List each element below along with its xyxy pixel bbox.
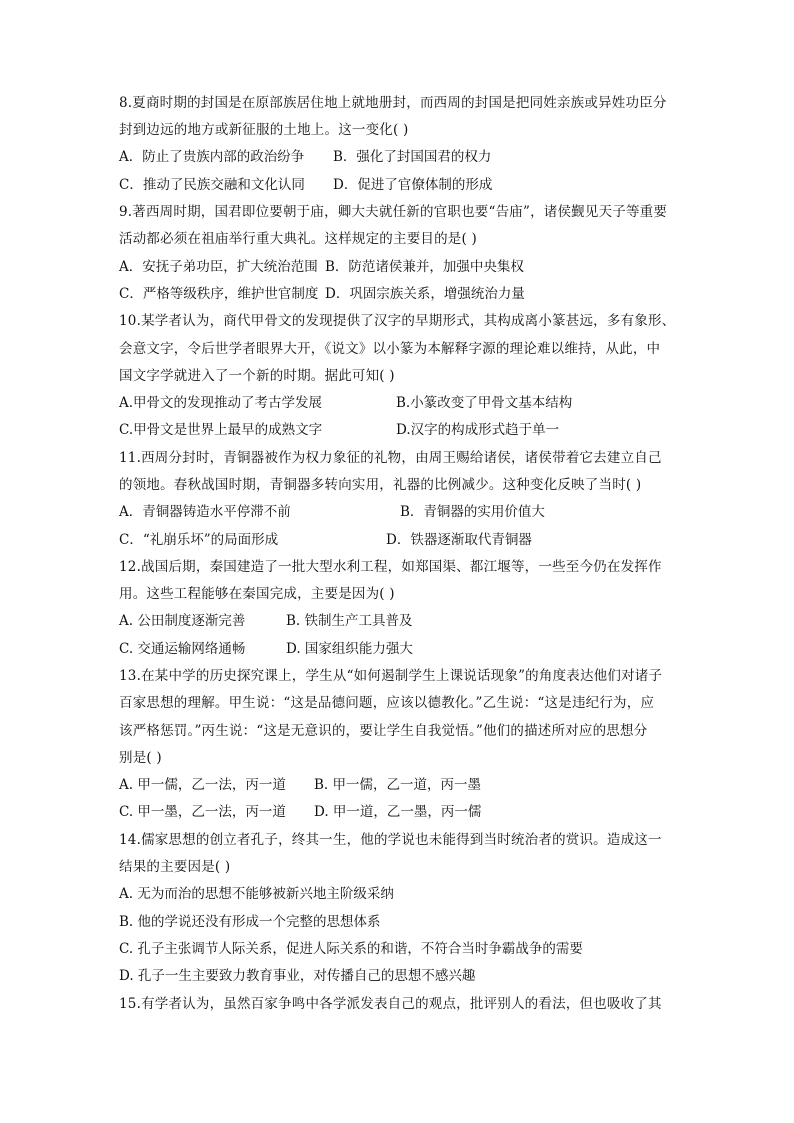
q13-stem-line-4: 别是( ) xyxy=(119,750,162,766)
q8-stem-line-1: 8.夏商时期的封国是在原部族居住地上就地册封，而西周的封国是把同姓亲族或异姓功臣分 xyxy=(119,95,667,111)
q8-option-d: D．促进了官僚体制的形成 xyxy=(333,177,493,193)
q12-option-c: C. 交通运输网络通畅 xyxy=(119,641,246,657)
q9-option-a: A．安抚子弟功臣，扩大统治范围 xyxy=(119,259,318,275)
q8-option-a: A．防止了贵族内部的政治纷争 xyxy=(119,149,305,165)
q14-option-a: A. 无为而治的思想不能够被新兴地主阶级采纳 xyxy=(119,886,394,902)
q13-stem-line-2: 百家思想的理解。甲生说：“这是品德问题，应该以德教化。”乙生说：“这是违纪行为，应 xyxy=(119,695,655,711)
q12-stem-line-1: 12.战国后期，秦国建造了一批大型水利工程，如郑国渠、都江堰等，一些至今仍在发挥作 xyxy=(119,559,662,575)
q11-option-c: C．“礼崩乐坏”的局面形成 xyxy=(119,532,279,548)
q11-option-d: D．铁器逐渐取代青铜器 xyxy=(386,532,532,548)
q9-option-c: C．严格等级秩序，维护世官制度 xyxy=(119,286,319,302)
q14-option-b: B. 他的学说还没有形成一个完整的思想体系 xyxy=(119,914,381,930)
q13-stem-line-1: 13.在某中学的历史探究课上，学生从“如何遏制学生上课说话现象”的角度表达他们对诸子 xyxy=(119,668,663,684)
q12-stem-line-2: 用。这些工程能够在秦国完成，主要是因为( ) xyxy=(119,586,395,602)
q9-option-d: D．巩固宗族关系，增强统治力量 xyxy=(325,286,525,302)
q11-stem-line-2: 的领地。春秋战国时期，青铜器多转向实用，礼器的比例减少。这种变化反映了当时( ) xyxy=(119,477,642,493)
q11-stem-line-1: 11.西周分封时，青铜器被作为权力象征的礼物，由周王赐给诸侯，诸侯带着它去建立自己 xyxy=(119,450,662,466)
q10-option-b: B.小篆改变了甲骨文基本结构 xyxy=(396,395,573,411)
q11-option-b: B．青铜器的实用价值大 xyxy=(400,504,545,520)
q12-option-b: B. 铁制生产工具普及 xyxy=(286,613,413,629)
q8-option-b: B．强化了封国国君的权力 xyxy=(333,149,492,165)
q10-option-d: D.汉字的构成形式趋于单一 xyxy=(396,422,560,438)
q10-stem-line-1: 10.某学者认为，商代甲骨文的发现提供了汉字的早期形式，其构成离小篆甚远，多有象形、 xyxy=(119,313,676,329)
q13-option-b: B. 甲一儒，乙一道，丙一墨 xyxy=(314,777,482,793)
q12-option-a: A. 公田制度逐渐完善 xyxy=(119,613,246,629)
q11-option-a: A．青铜器铸造水平停滞不前 xyxy=(119,504,291,520)
q10-option-c: C.甲骨文是世界上最早的成熟文字 xyxy=(119,422,323,438)
q15-stem-line-1: 15.有学者认为，虽然百家争鸣中各学派发表自己的观点，批评别人的看法，但也吸收了其 xyxy=(119,996,662,1012)
q14-stem-line-2: 结果的主要因是( ) xyxy=(119,859,231,875)
q14-option-c: C. 孔子主张调节人际关系，促进人际关系的和谐，不符合当时争霸战争的需要 xyxy=(119,941,583,957)
q13-stem-line-3: 该严格惩罚。”丙生说：“这是无意识的，要让学生自我觉悟。”他们的描述所对应的思想分 xyxy=(119,723,648,739)
q9-option-b: B．防范诸侯兼并，加强中央集权 xyxy=(325,259,524,275)
q14-option-d: D. 孔子一生主要致力教育事业，对传播自己的思想不感兴趣 xyxy=(119,968,476,984)
q13-option-a: A. 甲一儒，乙一法，丙一道 xyxy=(119,777,286,793)
q8-option-c: C．推动了民族交融和文化认同 xyxy=(119,177,305,193)
q9-stem-line-2: 活动都必须在祖庙举行重大典礼。这样规定的主要目的是( ) xyxy=(119,231,477,247)
q9-stem-line-1: 9.著西周时期，国君即位要朝于庙，卿大夫就任新的官职也要“告庙”，诸侯觐见天子等重要 xyxy=(119,204,668,220)
q10-option-a: A.甲骨文的发现推动了考古学发展 xyxy=(119,395,323,411)
q13-option-c: C. 甲一墨，乙一法，丙一道 xyxy=(119,804,286,820)
q12-option-d: D. 国家组织能力强大 xyxy=(286,641,413,657)
q8-stem-line-2: 封到边远的地方或新征服的土地上。这一变化( ) xyxy=(119,122,409,138)
q10-stem-line-2: 会意文字，令后世学者眼界大开，《说文》以小篆为本解释字源的理论难以维持，从此，中 xyxy=(119,341,661,357)
q13-option-d: D. 甲一道，乙一墨，丙一儒 xyxy=(314,804,482,820)
q14-stem-line-1: 14.儒家思想的创立者孔子，终其一生，他的学说也未能得到当时统治者的赏识。造成这一 xyxy=(119,832,662,848)
q10-stem-line-3: 国文字学就进入了一个新的时期。据此可知( ) xyxy=(119,368,395,384)
